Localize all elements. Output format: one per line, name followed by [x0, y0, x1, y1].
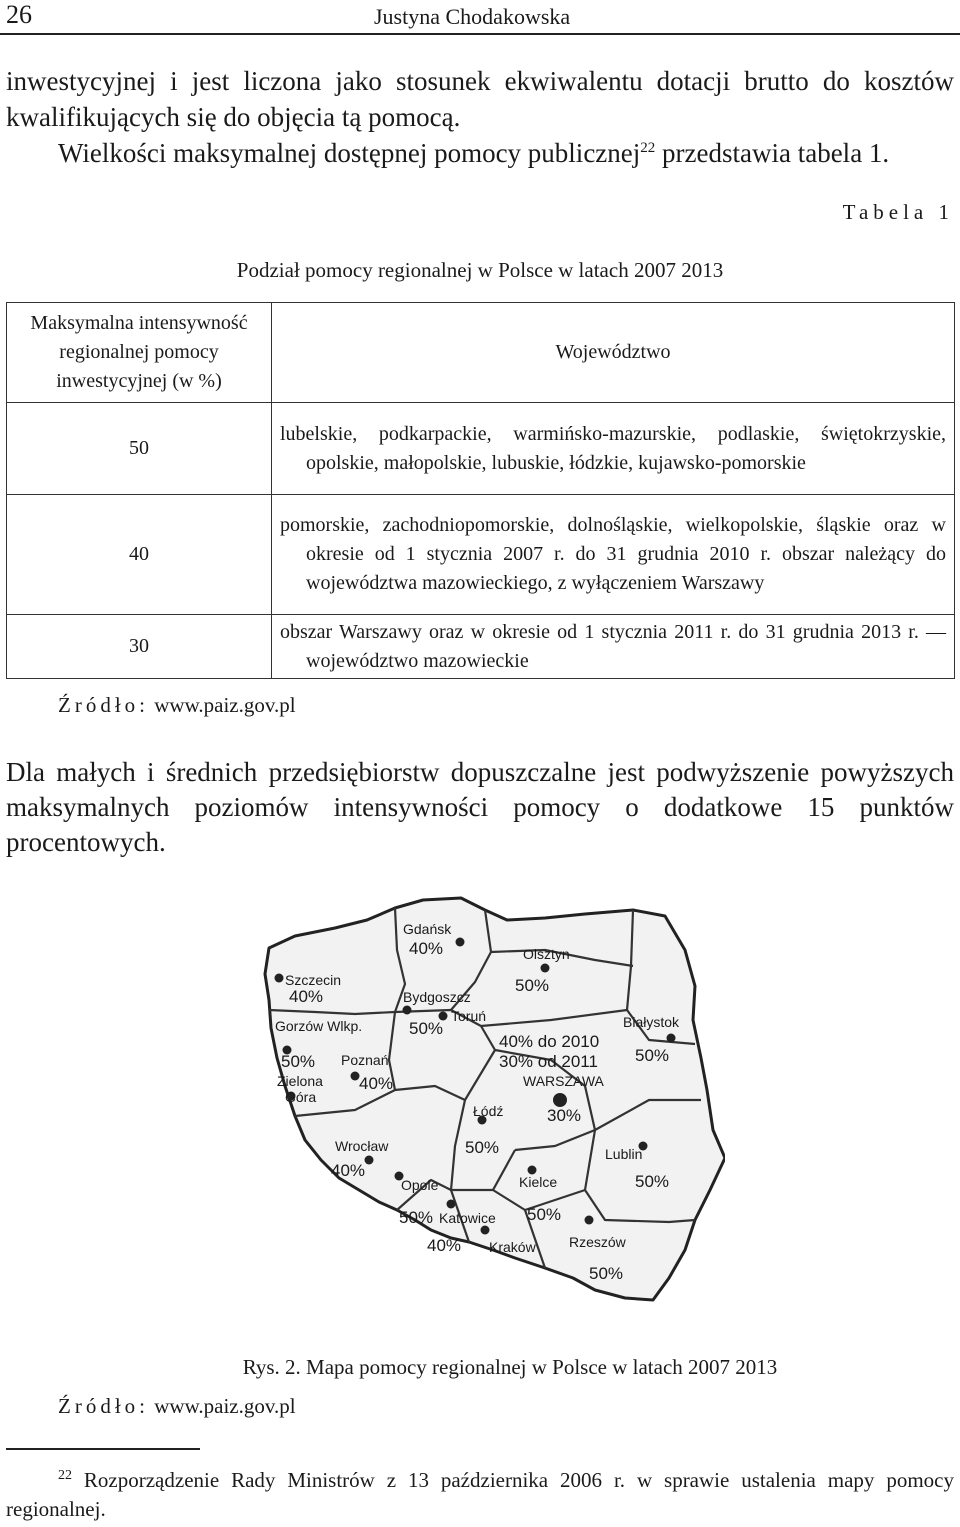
intro-line-2-end: przedstawia tabela 1. [655, 138, 890, 168]
city-dot-krakow [481, 1226, 490, 1235]
table-source [58, 693, 296, 718]
regions-cell [272, 403, 955, 495]
map-pct-label: 50% [399, 1208, 434, 1227]
regions-cell [272, 615, 955, 679]
sme-text: Dla małych i średnich przedsiębiorstw dopuszczalne jest podwyższenie powyższych maksymalnych poziomów intensywności pomocy o dodatkowe 15 punktów procentowych. [6, 757, 954, 857]
intro-paragraph [6, 63, 954, 171]
intensity-value: 40 [7, 495, 272, 615]
footnote-text: Rozporządzenie Rady Ministrów z 13 października 2006 r. w sprawie ustalenia mapy pomocy regionalnej. [6, 1468, 954, 1521]
city-dot-bialystok [667, 1034, 676, 1043]
map-city-label: Rzeszów [569, 1234, 626, 1250]
source-label: Źródło: [58, 693, 149, 717]
map-pct-label: 30% [547, 1106, 582, 1125]
map-city-label: Bydgoszcz [403, 989, 471, 1005]
table-title: Podział pomocy regionalnej w Polsce w latach 2007 2013 [236, 258, 724, 282]
regions-text: lubelskie, podkarpackie, warmińsko-mazurskie, podlaskie, świętokrzyskie, opolskie, małopolskie, lubuskie, łódzkie, kujawsko-pomorskie [280, 422, 946, 474]
map-city-label: Wrocław [335, 1138, 389, 1154]
sme-paragraph [6, 755, 954, 860]
city-dot-olsztyn [541, 964, 550, 973]
map-pct-label: 40% [409, 939, 444, 958]
map-pct-label: 50% [409, 1019, 444, 1038]
table-header-row [7, 303, 955, 403]
map-city-label: Gorzów Wlkp. [275, 1018, 363, 1034]
map-pct-label: 40% [289, 987, 324, 1006]
map-city-label: Gdańsk [403, 921, 452, 937]
footnote-number: 22 [58, 1468, 72, 1483]
warsaw-note-1: 40% do 2010 [499, 1032, 600, 1051]
regions-text: pomorskie, zachodniopomorskie, dolnośląskie, wielkopolskie, śląskie oraz w okresie od 1 stycznia 2007 r. do 31 grudnia 2010 r. obszar należący do województwa mazowieckiego, z wyłączeniem Warszawy [280, 514, 946, 594]
city-zielona: Zielona [277, 1073, 323, 1089]
map-pct-label: 50% [515, 976, 550, 995]
figure-source [58, 1394, 296, 1419]
poland-regional-aid-map [255, 890, 725, 1330]
map-city-label: Toruń [451, 1008, 487, 1024]
city-dot-gdansk [456, 938, 465, 947]
map-city-label: Łódź [473, 1103, 504, 1119]
footnote [6, 1466, 954, 1524]
map-city-label: Kraków [489, 1239, 536, 1255]
city-dot-rzeszow [585, 1216, 594, 1225]
regional-aid-table [6, 302, 955, 679]
regions-text: obszar Warszawy oraz w okresie od 1 stycznia 2011 r. do 31 grudnia 2013 r. — województwo mazowieckie [280, 620, 946, 672]
footnote-ref: 22 [640, 140, 656, 156]
table-row [7, 495, 955, 615]
regions-cell [272, 495, 955, 615]
col-header-voivodeship: Województwo [272, 303, 955, 403]
map-pct-label: 50% [527, 1205, 562, 1224]
city-dot-katowice [447, 1200, 456, 1209]
map-city-label: Szczecin [285, 972, 342, 988]
warsaw-note-2: 30% od 2011 [499, 1052, 598, 1071]
table-row [7, 615, 955, 679]
map-pct-label: 50% [589, 1264, 624, 1283]
figure-caption: Rys. 2. Mapa pomocy regionalnej w Polsce w latach 2007 2013 [242, 1355, 778, 1379]
header-rule [0, 33, 960, 35]
map-city-label: Opole [401, 1177, 439, 1193]
city-gora: Góra [285, 1089, 317, 1105]
table-row [7, 403, 955, 495]
map-city-label: Katowice [439, 1210, 496, 1226]
map-city-label: Lublin [605, 1146, 643, 1162]
city-dot-warszawa [553, 1093, 567, 1107]
map-city-label: Białystok [623, 1014, 680, 1030]
map-pct-label: 40% [427, 1236, 462, 1255]
map-pct-label: 50% [465, 1138, 500, 1157]
source-label: Źródło: [58, 1394, 149, 1418]
intro-line-2 [6, 135, 954, 171]
intro-line-1: inwestycyjnej i jest liczona jako stosunek ekwiwalentu dotacji brutto do kosztów kwalifikujących się do objęcia tą pomocą. [6, 66, 954, 132]
map-pct-label: 40% [331, 1161, 366, 1180]
footnote-rule [6, 1448, 200, 1450]
map-city-label: WARSZAWA [523, 1073, 604, 1089]
source-value: www.paiz.gov.pl [149, 693, 296, 717]
city-dot-szczecin [275, 974, 284, 983]
col-header-intensity: Maksymalna intensywność regionalnej pomocy inwestycyjnej (w %) [7, 303, 272, 403]
intensity-value: 50 [7, 403, 272, 495]
map-pct-label: 50% [281, 1052, 316, 1071]
map-city-label: Kielce [519, 1174, 558, 1190]
city-dot-wroclaw [365, 1156, 374, 1165]
map-pct-label: 50% [635, 1046, 670, 1065]
map-city-label: Olsztyn [523, 946, 570, 962]
map-pct-label: 50% [635, 1172, 670, 1191]
city-dot-bydgoszcz [403, 1006, 412, 1015]
intro-line-2-text: Wielkości maksymalnej dostępnej pomocy publicznej [58, 138, 641, 168]
intensity-value: 30 [7, 615, 272, 679]
running-header-author: Justyna Chodakowska [374, 4, 571, 29]
page-number: 26 [6, 0, 32, 29]
table-label: Tabela 1 [842, 200, 954, 224]
map-pct-label: 40% [359, 1074, 394, 1093]
source-value: www.paiz.gov.pl [149, 1394, 296, 1418]
map-city-label: Poznań [341, 1052, 389, 1068]
footnote-line [6, 1466, 954, 1524]
